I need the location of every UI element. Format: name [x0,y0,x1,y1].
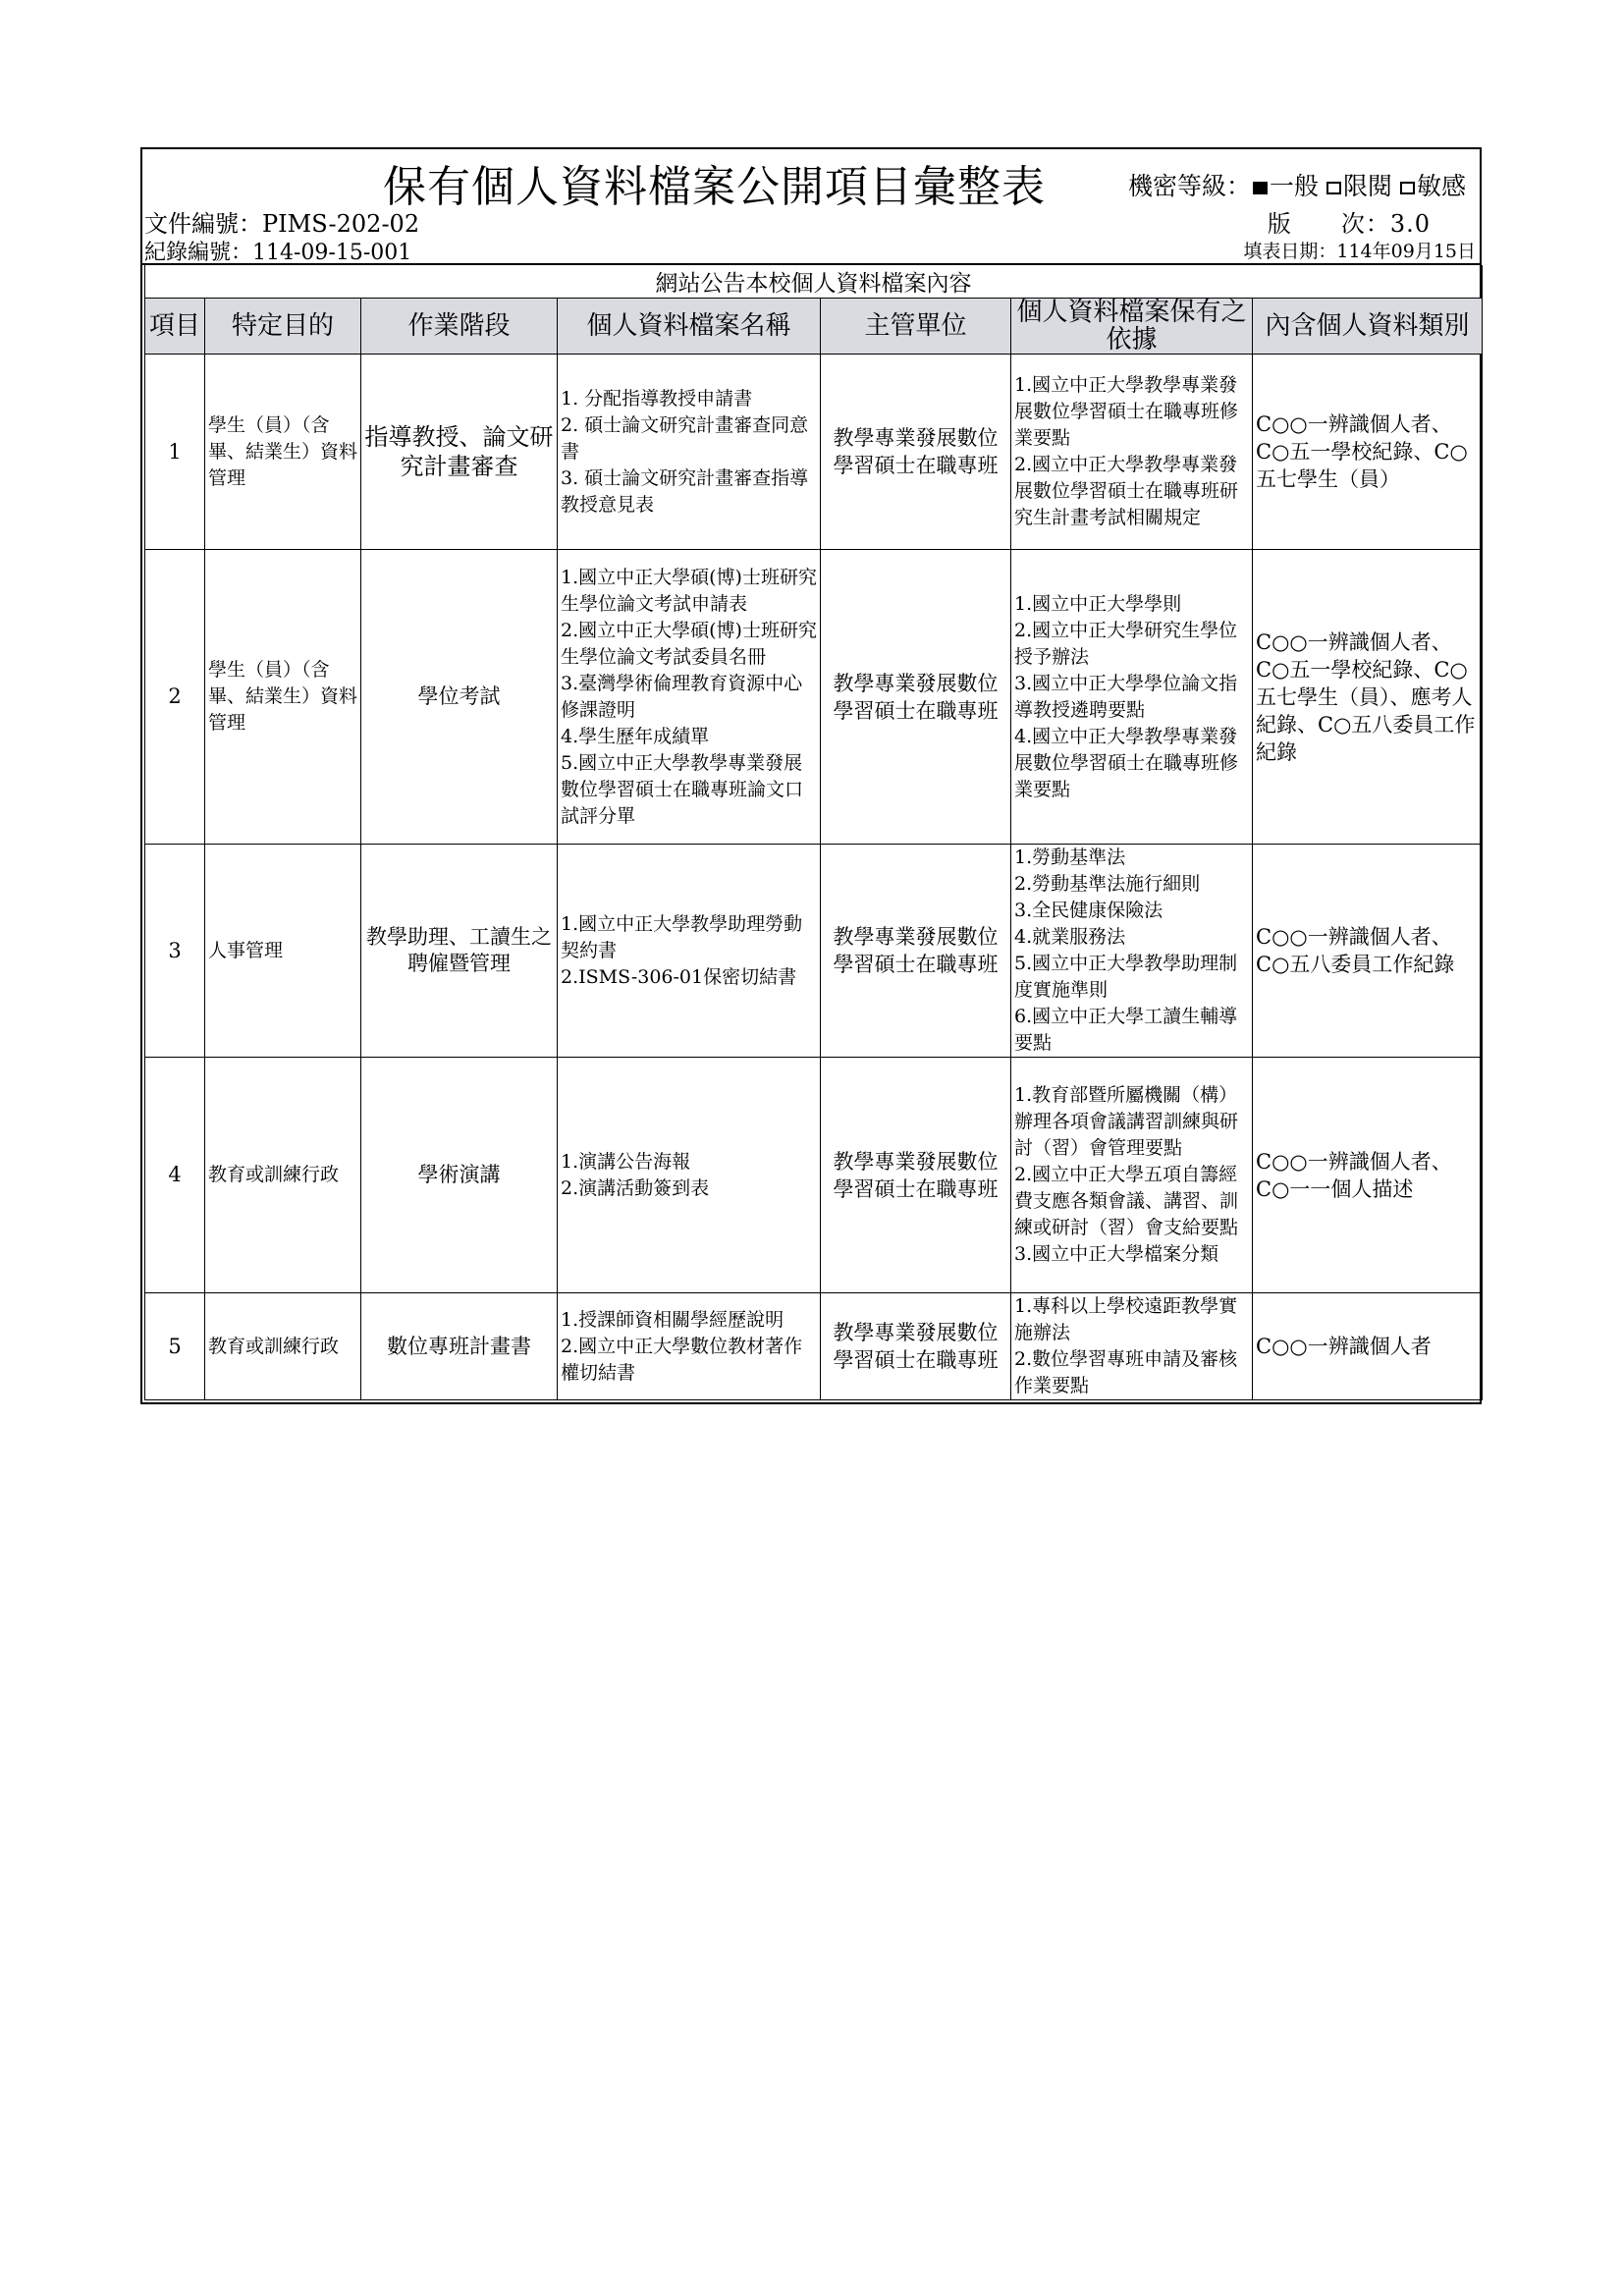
file-item: 2.演講活動簽到表 [561,1176,710,1199]
fill-date: 填表日期：114年09月15日 [1243,241,1476,262]
column-header-files: 個人資料檔案名稱 [558,299,821,355]
secrecy-label: 機密等級： [1127,172,1251,200]
row-files [558,550,821,845]
row-files [558,845,821,1058]
row-stage: 教學助理、工讀生之聘僱暨管理 [361,845,558,1058]
row-basis [1011,550,1253,845]
basis-item: 4.就業服務法 [1014,926,1126,948]
file-item: 2.ISMS-306-01保密切結書 [561,965,797,988]
row-stage: 學術演講 [361,1058,558,1293]
table-row [145,845,1483,1058]
column-header-categories: 內含個人資料類別 [1253,299,1483,355]
column-header-basis: 個人資料檔案保有之依據 [1011,299,1253,355]
row-unit: 教學專業發展數位學習碩士在職專班 [821,355,1011,550]
row-number: 2 [145,550,205,845]
basis-item: 3.國立中正大學檔案分類 [1014,1243,1219,1265]
row-files [558,1293,821,1400]
row-categories: C○○一辨識個人者、C○一一個人描述 [1253,1058,1483,1293]
row-number: 1 [145,355,205,550]
basis-item: 2.國立中正大學五項自籌經費支應各類會議、講習、訓練或研討（習）會支給要點 [1014,1164,1239,1238]
basis-item: 1.勞動基準法 [1014,847,1126,868]
row-stage: 指導教授、論文研究計畫審查 [361,355,558,550]
file-item: 1.演講公告海報 [561,1150,691,1173]
column-header-unit: 主管單位 [821,299,1011,355]
table-row [145,1293,1483,1400]
file-item: 4.學生歷年成績單 [561,725,710,747]
checkbox-sensitive-icon [1400,182,1415,194]
record-code: 紀錄編號：114-09-15-001 [144,241,412,265]
form-title: 保有個人資料檔案公開項目彙整表 [383,162,1046,212]
file-item: 5.國立中正大學教學專業發展數位學習碩士在職專班論文口試評分單 [561,751,804,827]
column-header-purpose: 特定目的 [205,299,361,355]
column-header-stage: 作業階段 [361,299,558,355]
basis-item: 2.國立中正大學研究生學位授予辦法 [1014,619,1238,668]
document-sheet [140,147,1482,1404]
row-number: 3 [145,845,205,1058]
basis-item: 4.國立中正大學教學專業發展數位學習碩士在職專班修業要點 [1014,725,1239,800]
file-item: 1.授課師資相關學經歷說明 [561,1308,784,1331]
row-categories: C○○一辨識個人者、C○五一學校紀錄、C○五七學生（員）、應考人紀錄、C○五八委員工作紀錄 [1253,550,1483,845]
row-stage: 學位考試 [361,550,558,845]
document-code: 文件編號：PIMS-202-02 [144,210,420,238]
basis-item: 1.教育部暨所屬機關（構）辦理各項會議講習訓練與研討（習）會管理要點 [1014,1084,1239,1159]
checkbox-restricted-icon [1326,182,1341,194]
row-basis [1011,1058,1253,1293]
checkbox-general-icon [1253,182,1268,194]
secrecy-option-general: 一般 [1269,172,1319,200]
basis-item: 2.國立中正大學教學專業發展數位學習碩士在職專班研究生計畫考試相關規定 [1014,454,1239,528]
secrecy-option-sensitive: 敏感 [1416,172,1466,200]
row-files [558,1058,821,1293]
file-item: 1. 分配指導教授申請書 [561,387,753,410]
basis-item: 3.全民健康保險法 [1014,900,1163,921]
basis-item: 5.國立中正大學教學助理制度實施準則 [1014,953,1238,1001]
row-purpose: 學生（員）（含畢、結業生）資料管理 [205,550,361,845]
file-item: 1.國立中正大學教學助理勞動契約書 [561,912,803,961]
table-row [145,550,1483,845]
row-purpose: 教育或訓練行政 [205,1058,361,1293]
row-stage: 數位專班計畫書 [361,1293,558,1400]
row-unit: 教學專業發展數位學習碩士在職專班 [821,845,1011,1058]
row-purpose: 學生（員）（含畢、結業生）資料管理 [205,355,361,550]
file-item: 2.國立中正大學數位教材著作權切結書 [561,1335,803,1384]
row-unit: 教學專業發展數位學習碩士在職專班 [821,1293,1011,1400]
row-categories: C○○一辨識個人者、C○五八委員工作紀錄 [1253,845,1483,1058]
row-basis [1011,1293,1253,1400]
row-files [558,355,821,550]
file-item: 3. 碩士論文研究計畫審查指導教授意見表 [561,466,809,516]
table-caption: 網站公告本校個人資料檔案內容 [145,265,1483,299]
form-header [142,149,1480,265]
row-number: 5 [145,1293,205,1400]
column-header-no: 項目 [145,299,205,355]
secrecy-option-restricted: 限閱 [1342,172,1392,200]
basis-item: 1.國立中正大學學則 [1014,592,1182,615]
records-table [144,265,1483,1400]
row-basis [1011,845,1253,1058]
version-number: 版 次：3.0 [1267,210,1431,238]
row-categories: C○○一辨識個人者、C○五一學校紀錄、C○五七學生（員） [1253,355,1483,550]
file-item: 3.臺灣學術倫理教育資源中心修課證明 [561,672,803,721]
row-number: 4 [145,1058,205,1293]
file-item: 1.國立中正大學碩(博)士班研究生學位論文考試申請表 [561,566,817,615]
table-row [145,1058,1483,1293]
table-row [145,355,1483,550]
row-unit: 教學專業發展數位學習碩士在職專班 [821,550,1011,845]
table-header-row [145,299,1483,355]
basis-item: 1.國立中正大學教學專業發展數位學習碩士在職專班修業要點 [1014,374,1239,449]
row-categories: C○○一辨識個人者 [1253,1293,1483,1400]
basis-item: 1.專科以上學校遠距教學實施辦法 [1014,1295,1238,1343]
basis-item: 6.國立中正大學工讀生輔導要點 [1014,1006,1238,1054]
secrecy-level [1128,167,1466,202]
basis-item: 3.國立中正大學學位論文指導教授遴聘要點 [1014,672,1238,721]
row-basis [1011,355,1253,550]
file-item: 2. 碩士論文研究計畫審查同意書 [561,413,809,463]
basis-item: 2.勞動基準法施行細則 [1014,873,1201,895]
row-purpose: 教育或訓練行政 [205,1293,361,1400]
row-unit: 教學專業發展數位學習碩士在職專班 [821,1058,1011,1293]
file-item: 2.國立中正大學碩(博)士班研究生學位論文考試委員名冊 [561,619,817,668]
basis-item: 2.數位學習專班申請及審核作業要點 [1014,1348,1238,1396]
row-purpose: 人事管理 [205,845,361,1058]
